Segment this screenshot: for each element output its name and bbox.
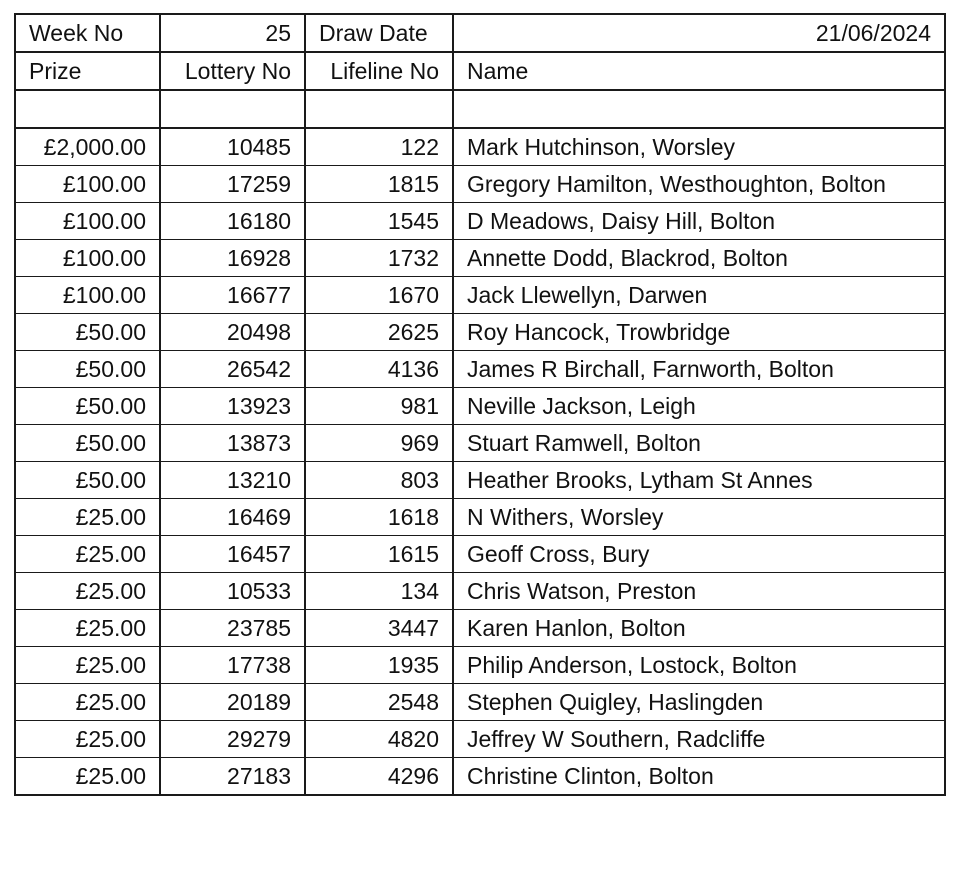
- blank-row: [15, 90, 945, 128]
- column-header-row: [15, 52, 945, 90]
- lifeline-no-cell: 2625: [305, 314, 453, 351]
- prize-cell: £25.00: [15, 647, 160, 684]
- lifeline-no-cell: 3447: [305, 610, 453, 647]
- column-header-lifeline-no: Lifeline No: [305, 52, 453, 90]
- winner-name-cell: Christine Clinton, Bolton: [453, 758, 945, 796]
- winner-name-cell: N Withers, Worsley: [453, 499, 945, 536]
- prize-cell: £25.00: [15, 610, 160, 647]
- prize-cell: £50.00: [15, 388, 160, 425]
- draw-date-value: 21/06/2024: [453, 14, 945, 52]
- winner-row: [15, 277, 945, 314]
- winner-name-cell: Annette Dodd, Blackrod, Bolton: [453, 240, 945, 277]
- column-header-prize: Prize: [15, 52, 160, 90]
- lottery-no-cell: 13873: [160, 425, 305, 462]
- prize-cell: £25.00: [15, 721, 160, 758]
- lottery-no-cell: 20498: [160, 314, 305, 351]
- prize-cell: £100.00: [15, 166, 160, 203]
- winner-row: [15, 128, 945, 166]
- prize-cell: £50.00: [15, 351, 160, 388]
- lottery-no-cell: 16928: [160, 240, 305, 277]
- draw-date-label: Draw Date: [305, 14, 453, 52]
- column-header-name: Name: [453, 52, 945, 90]
- lottery-no-cell: 16677: [160, 277, 305, 314]
- lottery-no-cell: 27183: [160, 758, 305, 796]
- column-header-lottery-no: Lottery No: [160, 52, 305, 90]
- lottery-no-cell: 16469: [160, 499, 305, 536]
- lottery-no-cell: 13210: [160, 462, 305, 499]
- lifeline-no-cell: 1615: [305, 536, 453, 573]
- winner-name-cell: Neville Jackson, Leigh: [453, 388, 945, 425]
- winner-name-cell: Karen Hanlon, Bolton: [453, 610, 945, 647]
- winner-row: [15, 425, 945, 462]
- winner-row: [15, 573, 945, 610]
- lottery-no-cell: 16180: [160, 203, 305, 240]
- lifeline-no-cell: 4820: [305, 721, 453, 758]
- winner-name-cell: Stephen Quigley, Haslingden: [453, 684, 945, 721]
- winner-row: [15, 684, 945, 721]
- lifeline-no-cell: 4296: [305, 758, 453, 796]
- prize-cell: £50.00: [15, 462, 160, 499]
- prize-cell: £100.00: [15, 203, 160, 240]
- lifeline-no-cell: 981: [305, 388, 453, 425]
- week-no-value: 25: [160, 14, 305, 52]
- lifeline-no-cell: 2548: [305, 684, 453, 721]
- winner-name-cell: Mark Hutchinson, Worsley: [453, 128, 945, 166]
- lottery-no-cell: 13923: [160, 388, 305, 425]
- lottery-no-cell: 29279: [160, 721, 305, 758]
- lifeline-no-cell: 1815: [305, 166, 453, 203]
- winner-name-cell: Chris Watson, Preston: [453, 573, 945, 610]
- prize-cell: £2,000.00: [15, 128, 160, 166]
- lifeline-no-cell: 1670: [305, 277, 453, 314]
- lottery-no-cell: 10485: [160, 128, 305, 166]
- winner-row: [15, 203, 945, 240]
- blank-cell: [160, 90, 305, 128]
- winner-name-cell: D Meadows, Daisy Hill, Bolton: [453, 203, 945, 240]
- lifeline-no-cell: 134: [305, 573, 453, 610]
- lottery-no-cell: 20189: [160, 684, 305, 721]
- prize-cell: £25.00: [15, 536, 160, 573]
- lottery-no-cell: 26542: [160, 351, 305, 388]
- lifeline-no-cell: 803: [305, 462, 453, 499]
- blank-cell: [15, 90, 160, 128]
- lifeline-no-cell: 1935: [305, 647, 453, 684]
- winner-row: [15, 499, 945, 536]
- prize-cell: £25.00: [15, 573, 160, 610]
- lottery-no-cell: 23785: [160, 610, 305, 647]
- lifeline-no-cell: 969: [305, 425, 453, 462]
- lifeline-no-cell: 4136: [305, 351, 453, 388]
- winner-name-cell: Gregory Hamilton, Westhoughton, Bolton: [453, 166, 945, 203]
- lottery-no-cell: 10533: [160, 573, 305, 610]
- winner-name-cell: Stuart Ramwell, Bolton: [453, 425, 945, 462]
- lottery-no-cell: 17738: [160, 647, 305, 684]
- winner-name-cell: Philip Anderson, Lostock, Bolton: [453, 647, 945, 684]
- prize-cell: £100.00: [15, 277, 160, 314]
- prize-cell: £100.00: [15, 240, 160, 277]
- winner-name-cell: Heather Brooks, Lytham St Annes: [453, 462, 945, 499]
- winner-row: [15, 351, 945, 388]
- lottery-results-table: [14, 13, 946, 796]
- winner-name-cell: Jeffrey W Southern, Radcliffe: [453, 721, 945, 758]
- week-info-row: [15, 14, 945, 52]
- blank-cell: [305, 90, 453, 128]
- winner-row: [15, 240, 945, 277]
- lifeline-no-cell: 1618: [305, 499, 453, 536]
- week-no-label: Week No: [15, 14, 160, 52]
- winner-row: [15, 721, 945, 758]
- winner-row: [15, 462, 945, 499]
- winner-row: [15, 610, 945, 647]
- lifeline-no-cell: 1545: [305, 203, 453, 240]
- winner-row: [15, 536, 945, 573]
- prize-cell: £50.00: [15, 314, 160, 351]
- lottery-no-cell: 17259: [160, 166, 305, 203]
- winner-row: [15, 166, 945, 203]
- winner-row: [15, 314, 945, 351]
- winner-name-cell: Roy Hancock, Trowbridge: [453, 314, 945, 351]
- lottery-no-cell: 16457: [160, 536, 305, 573]
- winner-row: [15, 388, 945, 425]
- lifeline-no-cell: 1732: [305, 240, 453, 277]
- winner-name-cell: James R Birchall, Farnworth, Bolton: [453, 351, 945, 388]
- prize-cell: £25.00: [15, 758, 160, 796]
- prize-cell: £50.00: [15, 425, 160, 462]
- lifeline-no-cell: 122: [305, 128, 453, 166]
- blank-cell: [453, 90, 945, 128]
- winners-list: [15, 128, 945, 795]
- prize-cell: £25.00: [15, 684, 160, 721]
- winner-name-cell: Jack Llewellyn, Darwen: [453, 277, 945, 314]
- winner-row: [15, 758, 945, 796]
- winner-name-cell: Geoff Cross, Bury: [453, 536, 945, 573]
- prize-cell: £25.00: [15, 499, 160, 536]
- winner-row: [15, 647, 945, 684]
